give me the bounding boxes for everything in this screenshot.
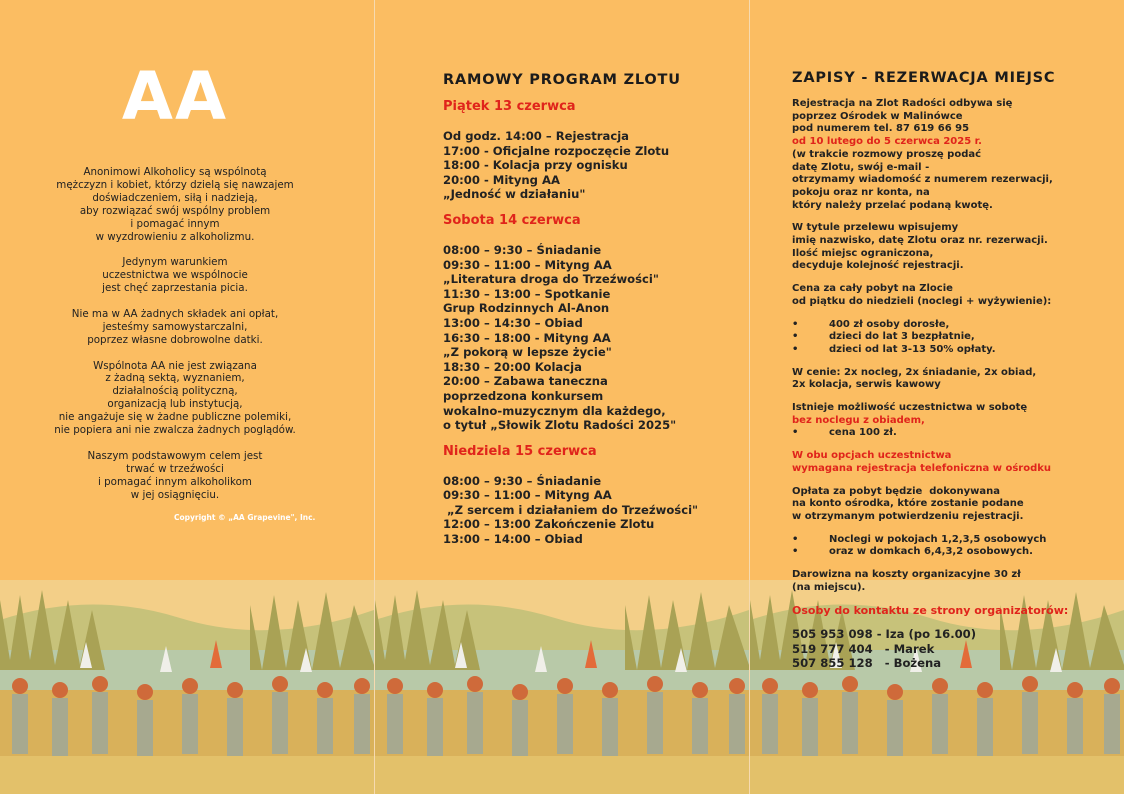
day-heading: Piątek 13 czerwca	[443, 99, 576, 114]
program-line: 18:00 - Kolacja przy ognisku	[443, 158, 628, 173]
program-line: o tytuł „Słowik Zlotu Radości 2025"	[443, 418, 677, 433]
text-line: W tytule przelewu wpisujemy	[792, 222, 959, 234]
text-line: W cenie: 2x nocleg, 2x śniadanie, 2x obiad,	[792, 366, 1037, 378]
registration-required: wymagana rejestracja telefoniczna w ośrodku	[792, 462, 1052, 474]
program-line: 11:30 – 13:00 – Spotkanie	[443, 286, 611, 301]
saturday-price-bullet: • cena 100 zł.	[792, 427, 897, 439]
program-line: Grup Rodzinnych Al-Anon	[443, 301, 610, 316]
program-line: 20:00 - Mityng AA	[443, 172, 560, 187]
text-line: poprzez Ośrodek w Malinówce	[792, 110, 963, 122]
program-line: 20:00 – Zabawa taneczna	[443, 374, 608, 389]
fold-line	[374, 0, 375, 794]
registration-required: W obu opcjach uczestnictwa	[792, 450, 952, 462]
program-line: 09:30 – 11:00 – Mityng AA	[443, 257, 612, 272]
program-line: wokalno-muzycznym dla każdego,	[443, 403, 666, 418]
program-line: 18:30 – 20:00 Kolacja	[443, 359, 582, 374]
text-line: Cena za cały pobyt na Zlocie	[792, 283, 953, 295]
intro-paragraph: Nie ma w AA żadnych składek ani opłat, jesteśmy samowystarczalni, poprzez własne dobrowolne datki.	[71, 307, 279, 346]
program-line: 08:00 – 9:30 – Śniadanie	[443, 473, 602, 488]
text-line: który należy przelać podaną kwotę.	[792, 199, 993, 211]
text-line: 2x kolacja, serwis kawowy	[792, 379, 941, 391]
room-bullet: • oraz w domkach 6,4,3,2 osobowych.	[792, 546, 1033, 558]
program-line: poprzedzona konkursem	[443, 388, 604, 403]
program-line: „Z sercem i działaniem do Trzeźwości"	[443, 502, 699, 517]
intro-paragraph: Jedynym warunkiem uczestnictwa we wspólnocie jest chęć zaprzestania picia.	[102, 256, 248, 295]
text-line: na konto ośrodka, które zostanie podane	[792, 498, 1024, 510]
text-line: (na miejscu).	[792, 581, 866, 593]
program-line: 13:00 – 14:30 – Obiad	[443, 315, 583, 330]
text-line: pod numerem tel. 87 619 66 95	[792, 123, 970, 135]
price-bullet: • 400 zł osoby dorosłe,	[792, 318, 950, 330]
saturday-option: bez noclegu z obiadem,	[792, 414, 925, 426]
copyright-note: Copyright © „AA Grapevine", Inc.	[174, 513, 316, 522]
registration-dates: od 10 lutego do 5 czerwca 2025 r.	[792, 136, 982, 148]
text-line: Opłata za pobyt będzie dokonywana	[792, 485, 1001, 497]
text-line: otrzymamy wiadomość z numerem rezerwacji,	[792, 174, 1053, 186]
contact-title: Osoby do kontaktu ze strony organizatorów:	[792, 603, 1069, 617]
registration-content	[792, 70, 1122, 671]
text-line: (w trakcie rozmowy proszę podać	[792, 148, 982, 160]
program-line: „Jedność w działaniu"	[443, 187, 586, 202]
program-line: 08:00 – 9:30 – Śniadanie	[443, 242, 602, 257]
panel-registration	[750, 0, 1124, 794]
text-line: decyduje kolejność rejestracji.	[792, 260, 964, 272]
panel-program	[375, 0, 749, 794]
program-line: 12:00 – 13:00 Zakończenie Zlotu	[443, 517, 655, 532]
contact-line: 519 777 404 - Marek	[792, 641, 935, 656]
text-line: Darowizna na koszty organizacyjne 30 zł	[792, 569, 1021, 581]
text-line: datę Zlotu, swój e-mail -	[792, 161, 930, 173]
intro-paragraph: Anonimowi Alkoholicy są wspólnotą mężczyzn i kobiet, którzy dzielą się nawzajem doświadczeniem, siłą i nadzieją, aby rozwiązać swój wspólny problem i pomagać innym w wyzdrowieniu z alkoholizmu.	[56, 166, 294, 243]
program-line: „Literatura droga do Trzeźwości"	[443, 272, 659, 287]
intro-paragraph: Naszym podstawowym celem jest trwać w trzeźwości i pomagać innym alkoholikom w jej osiągnięciu.	[87, 449, 263, 501]
intro-paragraph: Wspólnota AA nie jest związana z żadną sektą, wyznaniem, działalnością polityczną, organizacją lub instytucją, nie angażuje się w żadne publiczne polemiki, nie popiera ani nie zwalcza żadnych poglądów.	[54, 359, 296, 437]
program-line: 17:00 - Oficjalne rozpoczęcie Zlotu	[443, 143, 670, 158]
program-content	[443, 72, 743, 547]
program-line: „Z pokorą w lepsze życie"	[443, 345, 612, 360]
text-line: w otrzymanym potwierdzeniu rejestracji.	[792, 510, 1024, 522]
text-line: Ilość miejsc ograniczona,	[792, 247, 934, 259]
landscape-illustration	[0, 580, 374, 794]
price-bullet: • dzieci do lat 3 bezpłatnie,	[792, 331, 975, 343]
text-line: Rejestracja na Zlot Radości odbywa się	[792, 98, 1013, 109]
aa-intro	[8, 166, 342, 514]
contact-line: 505 953 098 - Iza (po 16.00)	[792, 627, 977, 642]
program-line: Od godz. 14:00 – Rejestracja	[443, 129, 629, 143]
registration-title: ZAPISY - REZERWACJA MIEJSC	[792, 70, 1056, 86]
room-bullet: • Noclegi w pokojach 1,2,3,5 osobowych	[792, 533, 1047, 545]
contact-line: 507 855 128 - Bożena	[792, 656, 942, 671]
fold-line	[749, 0, 750, 794]
day-heading: Niedziela 15 czerwca	[443, 443, 597, 459]
text-line: pokoju oraz nr konta, na	[792, 186, 930, 198]
landscape-illustration	[375, 580, 749, 794]
program-line: 09:30 – 11:00 – Mityng AA	[443, 488, 612, 503]
text-line: imię nazwisko, datę Zlotu oraz nr. rezerwacji.	[792, 235, 1048, 247]
panel-about-aa	[0, 0, 374, 794]
text-line: od piątku do niedzieli (noclegi + wyżywienie):	[792, 295, 1052, 307]
program-line: 13:00 – 14:00 – Obiad	[443, 532, 583, 547]
program-title: RAMOWY PROGRAM ZLOTU	[443, 72, 681, 88]
program-line: 16:30 – 18:00 - Mityng AA	[443, 330, 611, 345]
day-heading: Sobota 14 czerwca	[443, 212, 581, 228]
aa-title: AA	[121, 58, 229, 135]
price-bullet: • dzieci od lat 3-13 50% opłaty.	[792, 343, 996, 355]
text-line: Istnieje możliwość uczestnictwa w sobotę	[792, 402, 1028, 414]
